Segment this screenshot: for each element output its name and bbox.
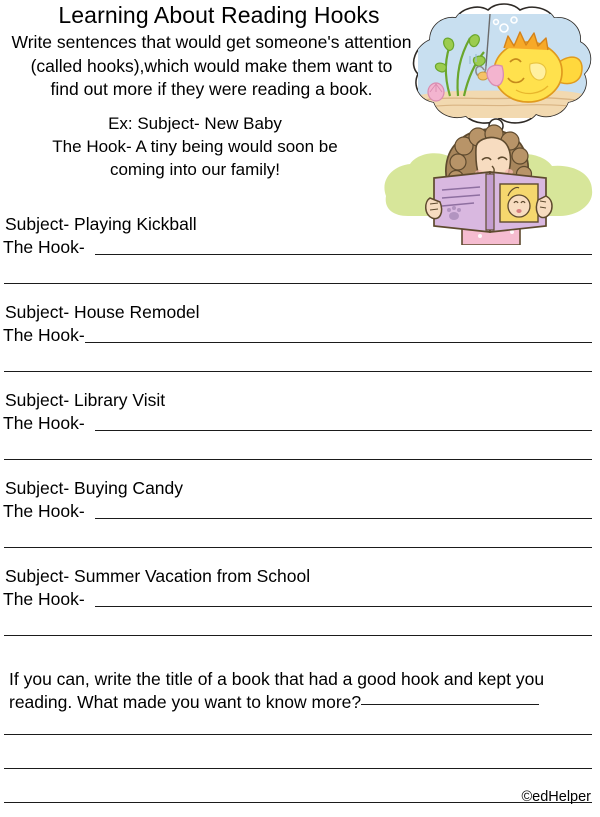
answer-line[interactable] [361, 704, 539, 705]
example-line: The Hook- A tiny being would soon be [52, 137, 338, 156]
worksheet-item [0, 302, 600, 390]
example-block [0, 112, 390, 181]
worksheet-item [0, 214, 600, 302]
shell-icon [428, 83, 444, 101]
example-line: coming into our family! [109, 160, 281, 179]
final-question-line: If you can, write the title of a book that had a good hook and kept you [9, 669, 545, 689]
answer-line[interactable] [4, 371, 592, 372]
item-hook-row [0, 413, 600, 434]
hook-label: The Hook- [3, 413, 85, 433]
intro-line: Write sentences that would get someone's attention [11, 32, 412, 52]
grass-blob-icon [384, 150, 592, 216]
item-hook-row [0, 501, 600, 522]
answer-line[interactable] [4, 768, 592, 769]
hook-label: The Hook- [3, 501, 85, 521]
answer-line[interactable] [4, 459, 592, 460]
seaweed-icon [446, 38, 484, 96]
answer-line[interactable] [4, 283, 592, 284]
fishing-hook-icon [476, 14, 490, 80]
page-title: Learning About Reading Hooks [58, 2, 380, 28]
fish-icon [487, 32, 582, 102]
item-hook-row [0, 325, 600, 346]
answer-line[interactable] [4, 635, 592, 636]
intro-line: (called hooks),which would make them want to [30, 55, 393, 76]
final-question-line2 [9, 691, 590, 714]
answer-line[interactable] [4, 802, 592, 803]
answer-line[interactable] [4, 547, 592, 548]
item-subject: Subject- Library Visit [5, 390, 166, 410]
water-bubbles-icon [494, 17, 517, 32]
answer-line[interactable] [4, 734, 592, 735]
item-subject: Subject- Playing Kickball [5, 214, 197, 234]
final-question-line2-text: reading. What made you want to know more? [9, 692, 362, 712]
hook-label: The Hook- [3, 237, 85, 257]
hook-label: The Hook- [3, 325, 85, 345]
water-motion-lines-icon [470, 54, 476, 64]
item-hook-row [0, 589, 600, 610]
worksheet-item [0, 390, 600, 478]
thought-bubble-icon [414, 4, 598, 123]
answer-line[interactable] [95, 606, 592, 607]
intro-line: find out more if they were reading a book. [50, 79, 373, 99]
item-subject: Subject- Summer Vacation from School [5, 566, 311, 586]
item-subject: Subject- House Remodel [5, 302, 200, 322]
answer-line[interactable] [95, 254, 592, 255]
header [0, 2, 424, 102]
answer-line[interactable] [95, 518, 592, 519]
item-subject: Subject- Buying Candy [5, 478, 184, 498]
copyright-footer: ©edHelper [521, 789, 591, 805]
worksheet-item [0, 566, 600, 654]
underwater-scene-icon [416, 14, 598, 118]
final-question-block [0, 668, 600, 714]
hook-label: The Hook- [3, 589, 85, 609]
worksheet-items [0, 214, 600, 654]
answer-line[interactable] [85, 342, 592, 343]
answer-line[interactable] [95, 430, 592, 431]
item-hook-row [0, 237, 600, 258]
thought-trail-icon [489, 119, 503, 143]
example-line: Ex: Subject- New Baby [108, 114, 282, 133]
worksheet-item [0, 478, 600, 566]
final-question-text [0, 668, 600, 714]
intro-paragraph [0, 29, 424, 102]
